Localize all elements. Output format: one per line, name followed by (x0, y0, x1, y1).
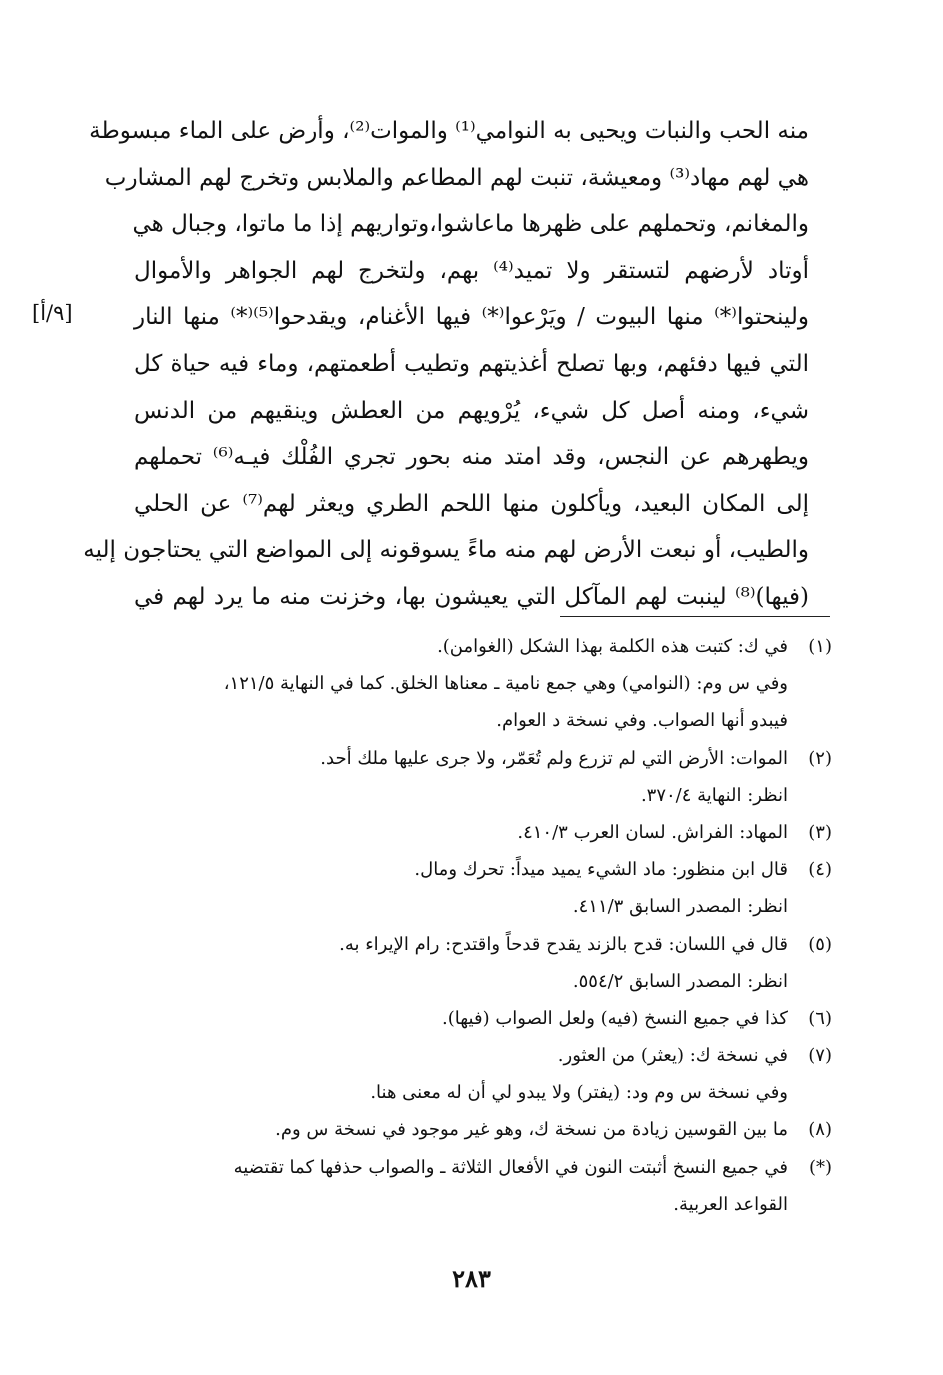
footnote-line (120, 1186, 832, 1223)
footnote-text: في جميع النسخ أثبتت النون في الأفعال الثلاثة ـ والصواب حذفها كما تقتضيه (233, 1156, 788, 1178)
page-number: ٢٨٣ (452, 1264, 491, 1293)
footnote-line (120, 814, 832, 851)
footnote-line (120, 740, 832, 777)
footnote-number: (٨) (808, 1119, 832, 1141)
footnote-text: انظر: النهاية ٣٧٠/٤. (640, 784, 788, 806)
footnote-text: القواعد العربية. (673, 1193, 788, 1215)
footnote-line (120, 1111, 832, 1148)
footnote-text: كذا في جميع النسخ (فيه) ولعل الصواب (فيها). (442, 1007, 788, 1029)
text-line: شيء، ومنه أصل كل شيء، يُرْويهم من العطش وينقيهم من الدنس (134, 397, 809, 424)
text-line: والطيب، أو نبعت الأرض لهم منه ماءً يسوقونه إلى المواضع التي يحتاجون إليه (83, 537, 809, 564)
text-line: التي فيها دفئهم، وبها تصلح أغذيتهم وتطيب أطعمتهم، وماء فيه حياة كل (134, 350, 809, 377)
footnote-text: قال في اللسان: قدح بالزند يقدح قدحاً واقتدح: رام الإيراء به. (339, 933, 788, 955)
footnote-line (120, 926, 832, 963)
footnote-text: وفي نسخة س وم ود: (يفتر) ولا يبدو لي أن له معنى هنا. (370, 1082, 788, 1104)
footnote-number: (*) (808, 1156, 832, 1178)
footnote-line (120, 963, 832, 1000)
footnote-line (120, 777, 832, 814)
footnote-text: انظر: المصدر السابق ٥٥٤/٢. (572, 970, 788, 992)
footnote-text: المهاد: الفراش. لسان العرب ٤١٠/٣. (517, 821, 788, 843)
footnote-line (120, 628, 832, 665)
folio-marker: [٩/أ] (32, 301, 73, 325)
footnote-text: وفي س وم: (النوامي) وهي جمع نامية ـ معناها الخلق. كما في النهاية ١٢١/٥، (223, 673, 788, 695)
footnote-number: (٦) (808, 1007, 832, 1029)
footnote-separator (560, 616, 830, 617)
text-line: منه الحب والنبات ويحيى به النوامي⁽¹⁾ والموات⁽²⁾، وأرض على الماء مبسوطة (89, 118, 809, 144)
text-line: هي لهم مهاد⁽³⁾ ومعيشة، تنبت لهم المطاعم والملابس وتخرج لهم المشارب (104, 164, 809, 191)
footnote-number: (٧) (808, 1045, 832, 1067)
footnote-line (120, 851, 832, 888)
text-line: أوتاد لأرضهم لتستقر ولا تميد⁽⁴⁾ بهم، ولتخرج لهم الجواهر والأموال (134, 257, 809, 284)
footnote-text: الموات: الأرض التي لم تزرع ولم تُعَمّر، ولا جرى عليها ملك أحد. (320, 747, 788, 769)
footnote-number: (٢) (808, 747, 832, 769)
text-line: ولينحتوا⁽*⁾ منها البيوت / ويَرْعوا⁽*⁾ فيها الأغنام، ويقدحوا⁽⁵⁾⁽*⁾ منها النار (134, 304, 809, 331)
footnote-line (120, 1149, 832, 1186)
footnote-text: قال ابن منظور: ماد الشيء يميد ميداً: تحرك ومال. (414, 859, 788, 881)
text-line: والمغانم، وتحملهم على ظهرها ماعاشوا،وتواريهم إذا ما ماتوا، وجبال هي (132, 211, 809, 238)
text-line: (فيها)⁽⁸⁾ لينبت لهم المآكل التي يعيشون بها، وخزنت منه ما يرد لهم في (134, 583, 809, 610)
main-text-body (83, 108, 810, 621)
footnote-line (120, 888, 832, 925)
text-line: ويطهرهم عن النجس، وقد امتد منه بحور تجري الفُلْك فيـه⁽⁶⁾ تحملهم (134, 444, 810, 471)
footnote-number: (٤) (808, 859, 832, 881)
footnote-line (120, 1074, 832, 1111)
footnote-line (120, 1037, 832, 1074)
footnote-line (120, 665, 832, 702)
footnote-number: (٥) (808, 933, 832, 955)
footnote-number: (١) (808, 636, 832, 657)
footnote-text: انظر: المصدر السابق ٤١١/٣. (572, 896, 788, 918)
footnotes (120, 628, 832, 1223)
text-line: إلى المكان البعيد، ويأكلون منها اللحم الطري ويعثر لهم⁽⁷⁾ عن الحلي (134, 490, 809, 517)
footnote-text: ما بين القوسين زيادة من نسخة ك، وهو غير موجود في نسخة س وم. (275, 1119, 788, 1141)
footnote-number: (٣) (808, 821, 832, 843)
footnote-line (120, 702, 832, 739)
footnote-text: في ك: كتبت هذه الكلمة بهذا الشكل (الغوامن). (437, 636, 788, 657)
footnote-text: في نسخة ك: (يعثر) من العثور. (557, 1045, 788, 1067)
footnote-line (120, 1000, 832, 1037)
footnote-text: فيبدو أنها الصواب. وفي نسخة د العوام. (496, 710, 788, 732)
